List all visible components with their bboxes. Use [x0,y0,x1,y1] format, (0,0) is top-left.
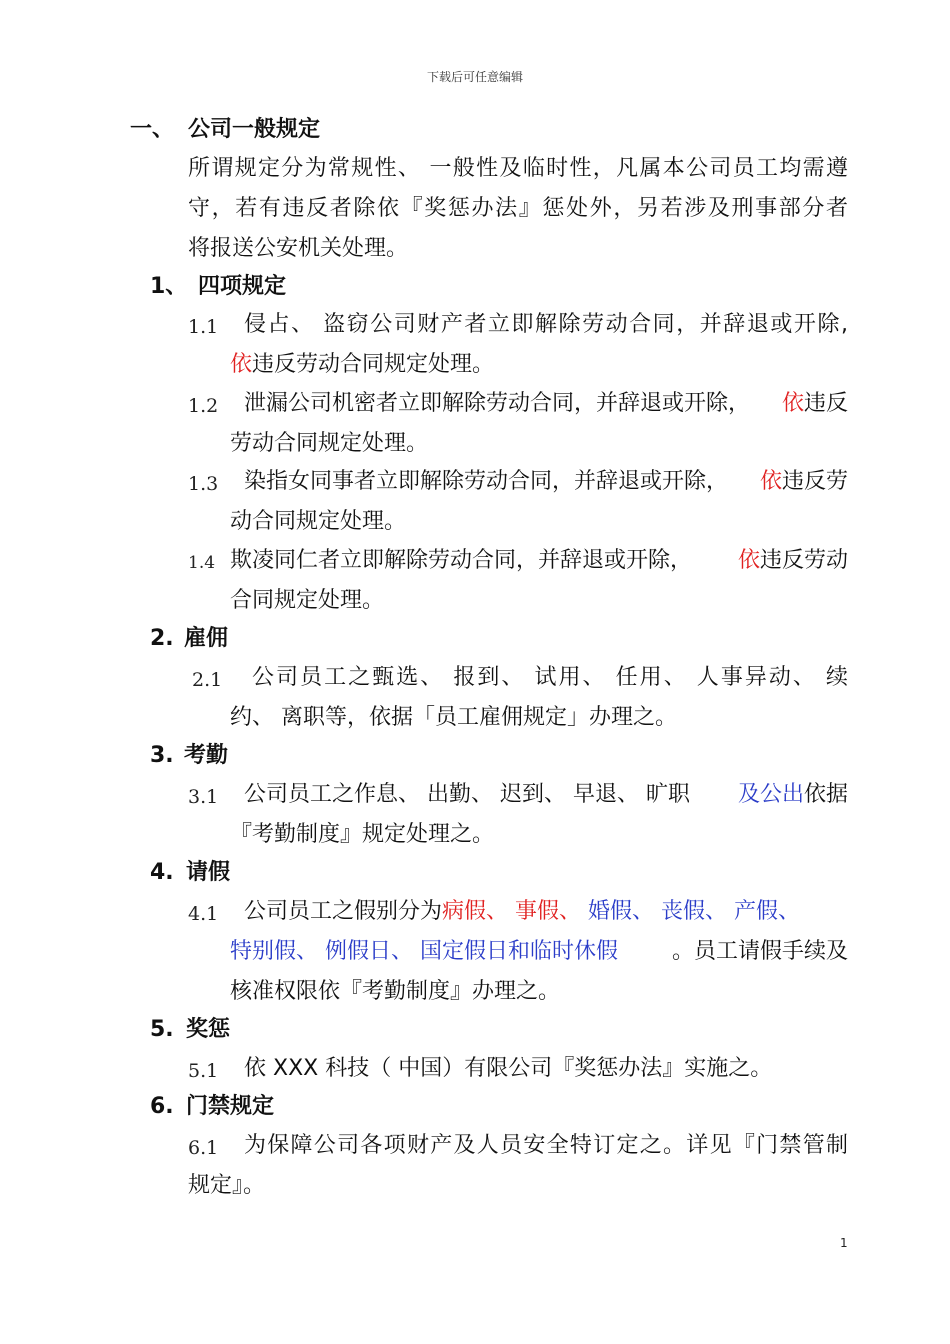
item-text: 。员工请假手续及 [671,939,848,964]
subsection-marker-4: 4. [150,860,174,885]
item-1-1-line-1: 侵占、 盗窃公司财产者立即解除劳动合同，并辞退或开除, [244,312,848,337]
item-2-1-line-1: 公司员工之甄选、 报到、 试用、 任用、 人事异动、 续 [252,665,848,690]
item-number-1-2: 1.2 [188,395,219,417]
item-4-1-line-1 [244,897,848,927]
highlight-blue: 特别假、 例假日、 国定假日和临时休假 [230,939,618,964]
item-number-1-3: 1.3 [188,473,219,495]
subsection-title-4: 请假 [186,860,231,885]
item-3-1-line-1 [244,780,848,810]
item-5-1-line-1: 依 XXX 科技（ 中国）有限公司『奖惩办法』实施之。 [244,1056,773,1081]
subsection-title-5: 奖惩 [186,1017,231,1042]
subsection-marker-3: 3. [150,743,174,768]
item-6-1-line-2: 规定』。 [188,1173,266,1198]
highlight-blue: 及公出 [737,782,804,807]
subsection-marker-6: 6. [150,1094,174,1119]
highlight-blue: 婚假、 丧假、 产假、 [581,899,800,924]
subsection-title-3: 考勤 [184,743,229,768]
item-text: 违反劳 [781,469,848,494]
item-number-5-1: 5.1 [188,1060,219,1082]
intro-line-1: 所谓规定分为常规性、 一般性及临时性，凡属本公司员工均需遵 [188,156,848,181]
item-1-3-line-2: 动合同规定处理。 [230,509,407,534]
item-text: 违反劳动 [759,548,848,573]
item-text: 公司员工之作息、 出勤、 迟到、 早退、 旷职 [244,782,690,807]
item-6-1-line-1: 为保障公司各项财产及人员安全特订定之。详见『门禁管制 [244,1133,848,1158]
item-1-4-line-1 [230,546,848,576]
item-2-1-line-2: 约、 离职等，依据「员工雇佣规定」办理之。 [230,705,677,730]
item-4-1-line-3: 核准权限依『考勤制度』办理之。 [230,979,561,1004]
item-1-2-line-2: 劳动合同规定处理。 [230,431,429,456]
item-number-6-1: 6.1 [188,1137,219,1159]
section-marker: 一、 [130,117,175,142]
item-text: 依据 [803,782,848,807]
subsection-marker-2: 2. [150,626,174,651]
item-1-2-line-1 [244,389,848,419]
highlight-red: 病假、 事假、 [442,899,582,924]
item-1-3-line-1 [244,467,848,497]
page-number: 1 [840,1236,848,1250]
subsection-marker-5: 5. [150,1017,174,1042]
item-text: 欺凌同仁者立即解除劳动合同，并辞退或开除， [230,548,693,573]
page-header: 下载后可任意编辑 [426,70,523,84]
highlight-red: 依 [737,548,760,573]
item-number-1-4: 1.4 [188,553,216,573]
highlight-red: 依 [759,469,782,494]
section-title: 公司一般规定 [188,117,321,142]
item-4-1-line-2 [230,937,848,967]
intro-line-2: 守，若有违反者除依『奖惩办法』惩处外，另若涉及刑事部分者 [188,196,848,221]
item-1-1-line-2 [230,350,494,380]
highlight-red: 依 [230,352,253,377]
item-3-1-line-2: 『考勤制度』规定处理之。 [230,822,495,847]
item-number-3-1: 3.1 [188,786,219,808]
subsection-title-6: 门禁规定 [186,1094,275,1119]
intro-line-3: 将报送公安机关处理。 [188,236,409,261]
item-text: 泄漏公司机密者立即解除劳动合同，并辞退或开除， [244,391,751,416]
item-text: 违反劳动合同规定处理。 [252,352,495,377]
subsection-title-2: 雇佣 [184,626,229,651]
item-text: 违反 [803,391,848,416]
item-number-2-1: 2.1 [192,669,223,691]
subsection-title-1: 四项规定 [198,274,287,299]
item-text: 公司员工之假别分为 [244,899,443,924]
item-text: 染指女同事者立即解除劳动合同，并辞退或开除， [244,469,729,494]
subsection-marker-1: 1、 [150,274,188,299]
item-number-4-1: 4.1 [188,903,219,925]
item-1-4-line-2: 合同规定处理。 [230,588,385,613]
highlight-red: 依 [781,391,804,416]
item-number-1-1: 1.1 [188,316,219,338]
